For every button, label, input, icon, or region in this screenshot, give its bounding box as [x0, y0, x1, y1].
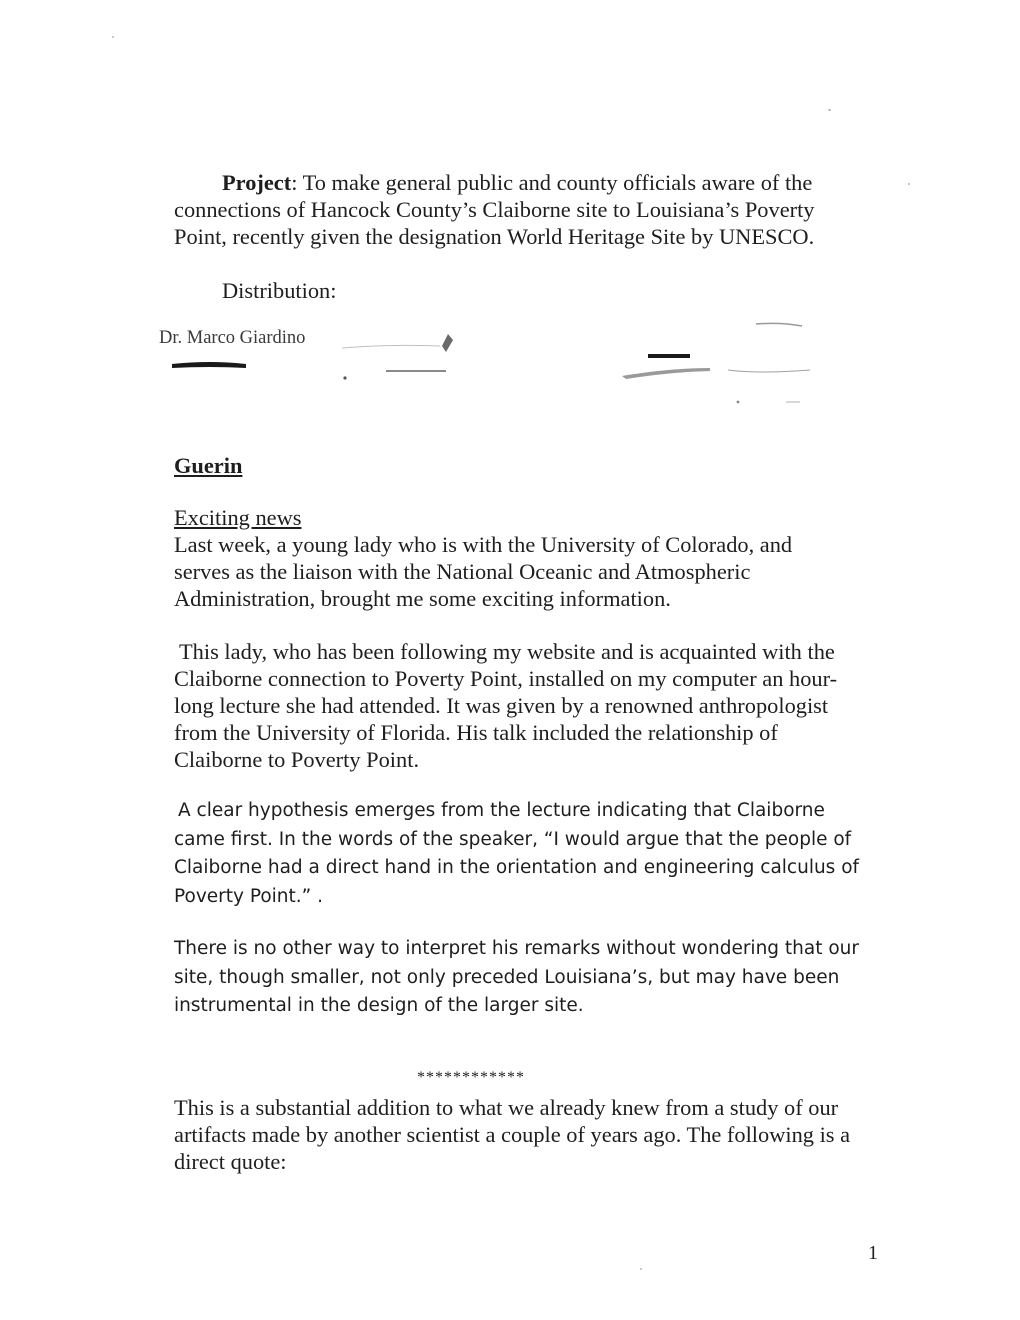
- scan-speck: [908, 183, 910, 185]
- paragraph-2: [174, 638, 837, 773]
- paragraph-1: [174, 531, 792, 612]
- project-statement: [174, 169, 815, 250]
- distribution-recipient: Dr. Marco Giardino: [159, 328, 306, 348]
- redaction-smudge: [442, 334, 453, 352]
- paragraph-3-line-1: A clear hypothesis emerges from the lecture indicating that Claiborne: [178, 800, 825, 821]
- redaction-smudge: [622, 368, 710, 379]
- scan-speck: [640, 1268, 642, 1270]
- redacted-area: [150, 318, 850, 414]
- section-subheading: Exciting news: [174, 505, 302, 530]
- distribution-label: Distribution:: [222, 278, 337, 303]
- paragraph-5-line-1: This is a substantial addition to what we already knew from a study of our: [174, 1095, 839, 1120]
- paragraph-3: [174, 797, 859, 911]
- redaction-smudge: [737, 401, 740, 404]
- paragraph-2-line-3: long lecture she had attended. It was given by a renowned anthropologist: [174, 693, 829, 718]
- paragraph-5: [174, 1094, 850, 1175]
- project-line-3: Point, recently given the designation World Heritage Site by UNESCO.: [174, 224, 815, 249]
- paragraph-3-line-4: Poverty Point.” .: [174, 885, 323, 907]
- paragraph-3-line-3: Claiborne had a direct hand in the orientation and engineering calculus of: [174, 857, 860, 878]
- redaction-smudge: [172, 362, 246, 368]
- redaction-smudge: [343, 376, 346, 379]
- paragraph-4: [174, 935, 859, 1021]
- paragraph-1-line-3: Administration, brought me some exciting information.: [174, 586, 671, 611]
- redaction-smudge: [342, 345, 440, 348]
- paragraph-3-line-2: came first. In the words of the speaker, “I would argue that the people of: [174, 828, 852, 850]
- paragraph-4-line-3: instrumental in the design of the larger site.: [174, 995, 584, 1016]
- paragraph-2-line-4: from the University of Florida. His talk included the relationship of: [174, 720, 778, 745]
- paragraph-2-line-1: This lady, who has been following my website and is acquainted with the: [179, 639, 835, 664]
- project-line-1: [174, 169, 815, 196]
- project-text: : To make general public and county officials aware of the: [291, 170, 813, 195]
- section-heading: Guerin: [174, 453, 243, 478]
- redaction-smudge: [756, 323, 802, 326]
- paragraph-4-line-2: site, though smaller, not only preceded Louisiana’s, but may have been: [174, 966, 840, 988]
- paragraph-4-line-1: There is no other way to interpret his remarks without wondering that our: [174, 938, 860, 959]
- redaction-smudge: [728, 370, 810, 372]
- paragraph-5-line-3: direct quote:: [174, 1149, 287, 1174]
- project-line-2: connections of Hancock County’s Claiborne site to Louisiana’s Poverty: [174, 197, 815, 222]
- project-label: Project: [222, 170, 292, 195]
- asterisk-separator: ************: [417, 1069, 525, 1086]
- scan-speck: [112, 36, 114, 38]
- redaction-smudge: [648, 354, 690, 358]
- paragraph-5-line-2: artifacts made by another scientist a couple of years ago. The following is a: [174, 1122, 851, 1147]
- paragraph-1-line-1: Last week, a young lady who is with the University of Colorado, and: [174, 532, 793, 557]
- redaction-smudge: [386, 370, 446, 372]
- paragraph-2-line-5: Claiborne to Poverty Point.: [174, 747, 420, 772]
- scan-speck: [828, 109, 831, 111]
- paragraph-2-line-2: Claiborne connection to Poverty Point, installed on my computer an hour-: [174, 666, 838, 691]
- paragraph-1-line-2: serves as the liaison with the National Oceanic and Atmospheric: [174, 559, 751, 584]
- page-number: 1: [868, 1242, 878, 1264]
